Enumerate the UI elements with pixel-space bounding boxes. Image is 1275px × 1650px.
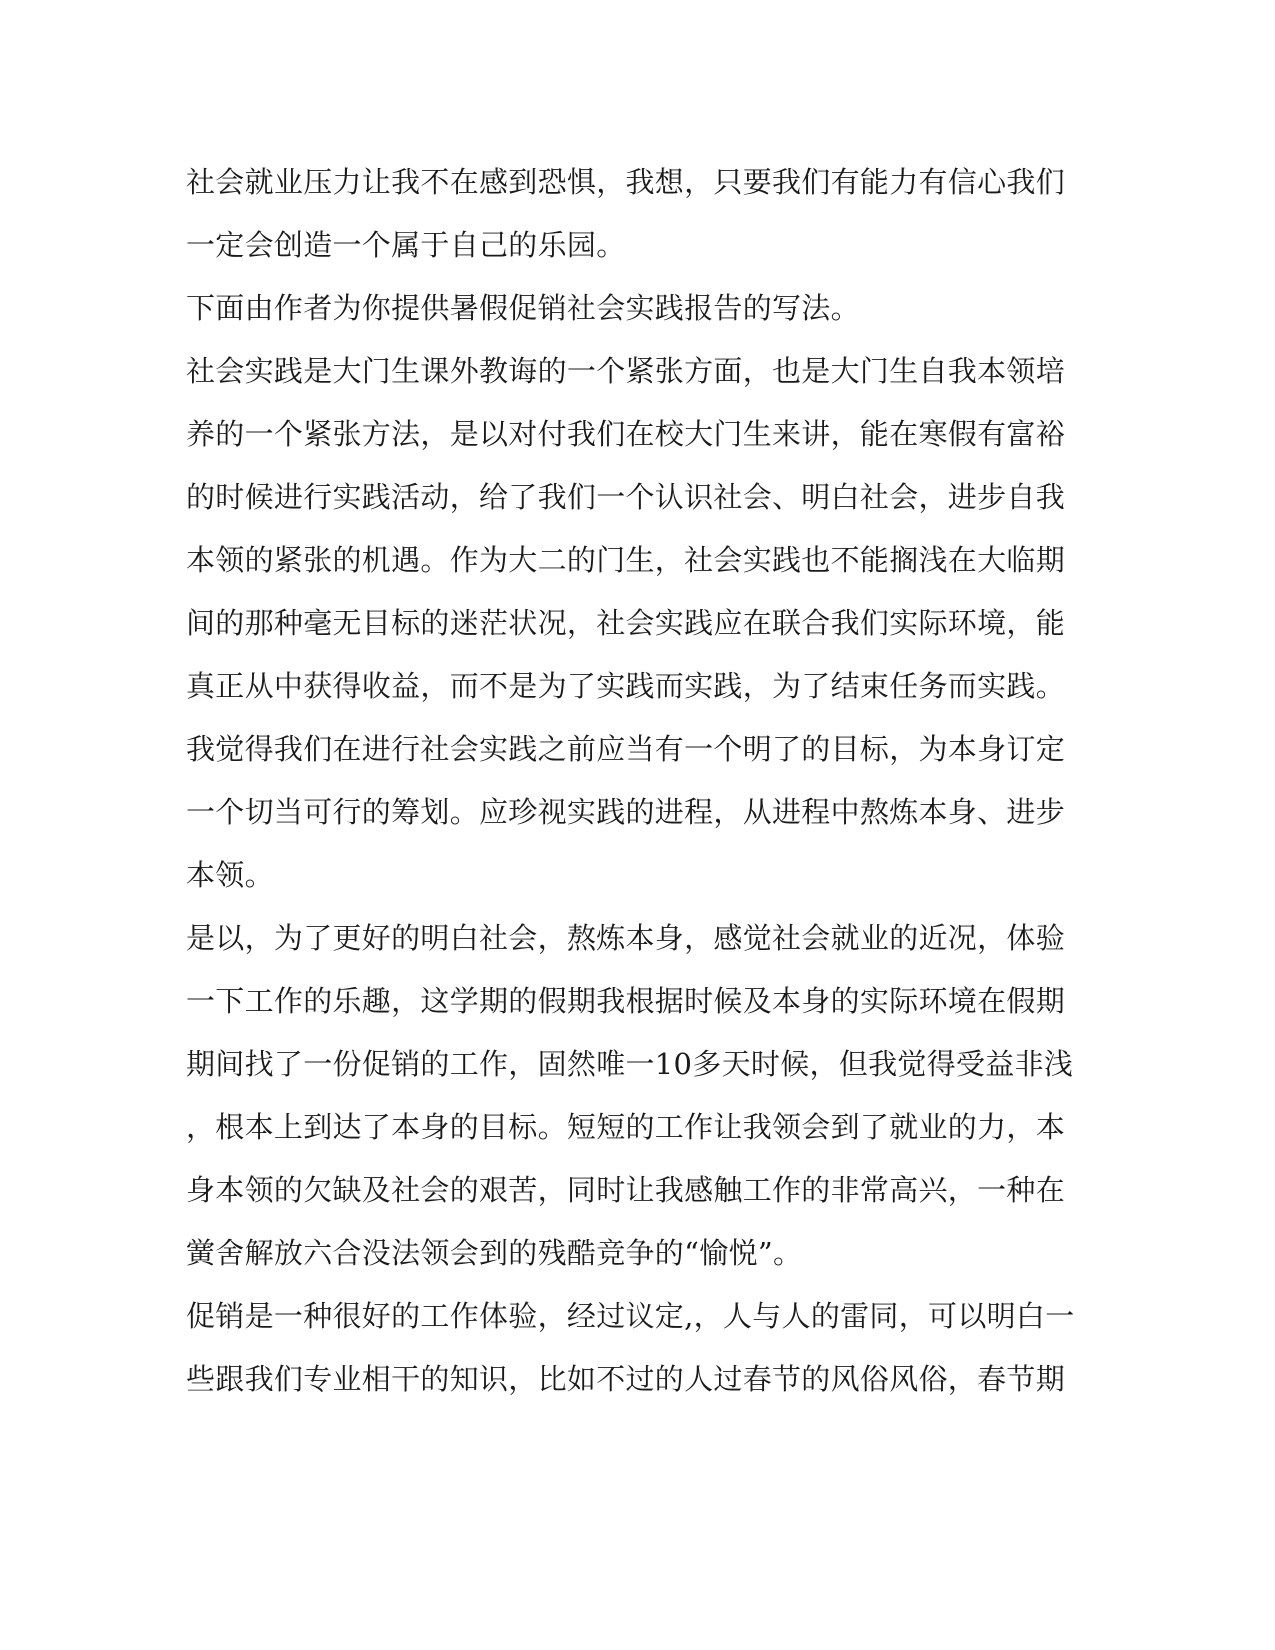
text-line: 的时候进行实践活动，给了我们一个认识社会、明白社会，进步自我 [186, 480, 1066, 514]
text-line: 身本领的欠缺及社会的艰苦，同时让我感触工作的非常高兴，一种在 [186, 1173, 1066, 1207]
text-line: 一下工作的乐趣，这学期的假期我根据时候及本身的实际环境在假期 [186, 984, 1066, 1018]
text-line: 社会就业压力让我不在感到恐惧，我想，只要我们有能力有信心我们 [186, 165, 1066, 199]
text-line: 是以，为了更好的明白社会，熬炼本身，感觉社会就业的近况，体验 [186, 921, 1066, 955]
text-line: 些跟我们专业相干的知识，比如不过的人过春节的风俗风俗，春节期 [186, 1362, 1066, 1396]
text-line: 本领的紧张的机遇。作为大二的门生，社会实践也不能搁浅在大临期 [186, 543, 1066, 577]
text-line: 我觉得我们在进行社会实践之前应当有一个明了的目标，为本身订定 [186, 732, 1066, 766]
text-line: 间的那种毫无目标的迷茫状况，社会实践应在联合我们实际环境，能 [186, 606, 1066, 640]
text-line: ，根本上到达了本身的目标。短短的工作让我领会到了就业的力，本 [186, 1110, 1066, 1144]
text-line: 社会实践是大门生课外教诲的一个紧张方面，也是大门生自我本领培 [186, 354, 1066, 388]
text-line: 一个切当可行的筹划。应珍视实践的进程，从进程中熬炼本身、进步 [186, 795, 1066, 829]
text-line: 期间找了一份促销的工作，固然唯一10多天时候，但我觉得受益非浅 [186, 1047, 1074, 1081]
text-line: 一定会创造一个属于自己的乐园。 [186, 228, 626, 262]
text-line: 养的一个紧张方法，是以对付我们在校大门生来讲，能在寒假有富裕 [186, 417, 1066, 451]
text-line: 本领。 [186, 858, 274, 892]
text-line: 黉舍解放六合没法领会到的残酷竞争的“愉悦”。 [186, 1236, 803, 1270]
text-line: 下面由作者为你提供暑假促销社会实践报告的写法。 [186, 291, 860, 325]
text-line: 真正从中获得收益，而不是为了实践而实践，为了结束任务而实践。 [186, 669, 1066, 703]
text-line: 促销是一种很好的工作体验，经过议定,，人与人的雷同，可以明白一 [186, 1299, 1075, 1333]
